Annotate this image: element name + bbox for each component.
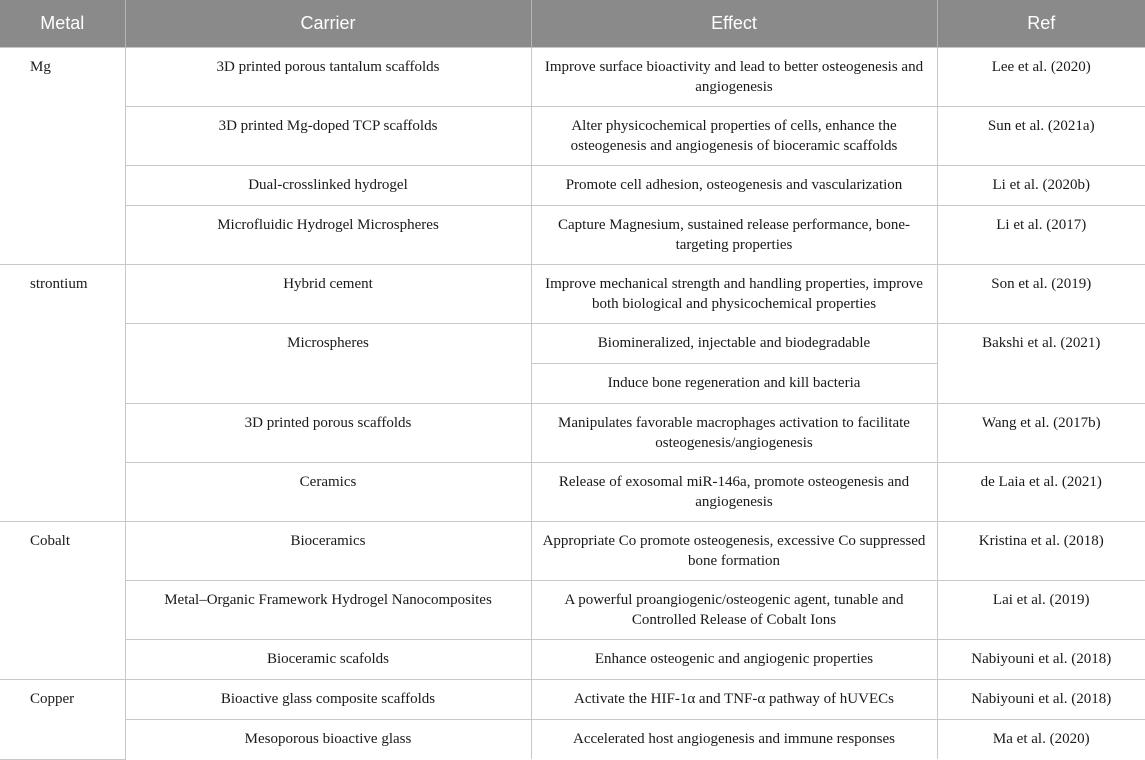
table-row xyxy=(0,463,1145,522)
metal-cell: strontium xyxy=(0,265,125,522)
table-row xyxy=(0,720,1145,760)
carrier-cell: 3D printed Mg-doped TCP scaffolds xyxy=(125,107,531,166)
table-row xyxy=(0,107,1145,166)
table-row xyxy=(0,265,1145,324)
effect-cell: Appropriate Co promote osteogenesis, excessive Co suppressed bone formation xyxy=(531,522,937,581)
effect-cell: Alter physicochemical properties of cells, enhance the osteogenesis and angiogenesis of bioceramic scaffolds xyxy=(531,107,937,166)
ref-cell: Sun et al. (2021a) xyxy=(937,107,1145,166)
effect-cell: Release of exosomal miR-146a, promote osteogenesis and angiogenesis xyxy=(531,463,937,522)
ref-cell: de Laia et al. (2021) xyxy=(937,463,1145,522)
ref-cell: Son et al. (2019) xyxy=(937,265,1145,324)
table-row xyxy=(0,581,1145,640)
header-metal: Metal xyxy=(0,0,125,48)
table-row xyxy=(0,404,1145,463)
carrier-cell: Dual-crosslinked hydrogel xyxy=(125,166,531,206)
carrier-cell: Mesoporous bioactive glass xyxy=(125,720,531,760)
effect-cell: A powerful proangiogenic/osteogenic agent, tunable and Controlled Release of Cobalt Ions xyxy=(531,581,937,640)
effect-cell: Activate the HIF-1α and TNF-α pathway of hUVECs xyxy=(531,680,937,720)
ref-cell: Bakshi et al. (2021) xyxy=(937,324,1145,404)
ref-cell: Ma et al. (2020) xyxy=(937,720,1145,760)
carrier-cell: Hybrid cement xyxy=(125,265,531,324)
ref-cell: Nabiyouni et al. (2018) xyxy=(937,680,1145,720)
table-row xyxy=(0,166,1145,206)
effect-cell: Capture Magnesium, sustained release performance, bone-targeting properties xyxy=(531,206,937,265)
effect-cell: Improve mechanical strength and handling properties, improve both biological and physicochemical properties xyxy=(531,265,937,324)
effect-cell: Accelerated host angiogenesis and immune responses xyxy=(531,720,937,760)
carrier-cell: Metal–Organic Framework Hydrogel Nanocomposites xyxy=(125,581,531,640)
table-row xyxy=(0,324,1145,364)
effect-cell: Improve surface bioactivity and lead to better osteogenesis and angiogenesis xyxy=(531,48,937,107)
header-effect: Effect xyxy=(531,0,937,48)
metal-cell: Copper xyxy=(0,680,125,760)
table-row xyxy=(0,206,1145,265)
metal-cell: Cobalt xyxy=(0,522,125,680)
effect-cell: Promote cell adhesion, osteogenesis and vascularization xyxy=(531,166,937,206)
ref-cell: Li et al. (2020b) xyxy=(937,166,1145,206)
table-row xyxy=(0,522,1145,581)
carrier-cell: Bioactive glass composite scaffolds xyxy=(125,680,531,720)
carrier-cell: Bioceramics xyxy=(125,522,531,581)
header-carrier: Carrier xyxy=(125,0,531,48)
carrier-cell: 3D printed porous scaffolds xyxy=(125,404,531,463)
ref-cell: Lee et al. (2020) xyxy=(937,48,1145,107)
ref-cell: Kristina et al. (2018) xyxy=(937,522,1145,581)
table-body xyxy=(0,48,1145,760)
metal-cell: Mg xyxy=(0,48,125,265)
header-row xyxy=(0,0,1145,48)
effect-cell: Enhance osteogenic and angiogenic properties xyxy=(531,640,937,680)
table-header xyxy=(0,0,1145,48)
effect-cell: Induce bone regeneration and kill bacteria xyxy=(531,364,937,404)
table-row xyxy=(0,48,1145,107)
ref-cell: Nabiyouni et al. (2018) xyxy=(937,640,1145,680)
ref-cell: Lai et al. (2019) xyxy=(937,581,1145,640)
ref-cell: Wang et al. (2017b) xyxy=(937,404,1145,463)
table-row xyxy=(0,640,1145,680)
table-row xyxy=(0,680,1145,720)
effect-cell: Manipulates favorable macrophages activation to facilitate osteogenesis/angiogenesis xyxy=(531,404,937,463)
ref-cell: Li et al. (2017) xyxy=(937,206,1145,265)
carrier-cell: Ceramics xyxy=(125,463,531,522)
carrier-cell: Microfluidic Hydrogel Microspheres xyxy=(125,206,531,265)
carrier-cell: 3D printed porous tantalum scaffolds xyxy=(125,48,531,107)
effect-cell: Biomineralized, injectable and biodegradable xyxy=(531,324,937,364)
header-ref: Ref xyxy=(937,0,1145,48)
carrier-cell: Microspheres xyxy=(125,324,531,404)
carrier-cell: Bioceramic scafolds xyxy=(125,640,531,680)
